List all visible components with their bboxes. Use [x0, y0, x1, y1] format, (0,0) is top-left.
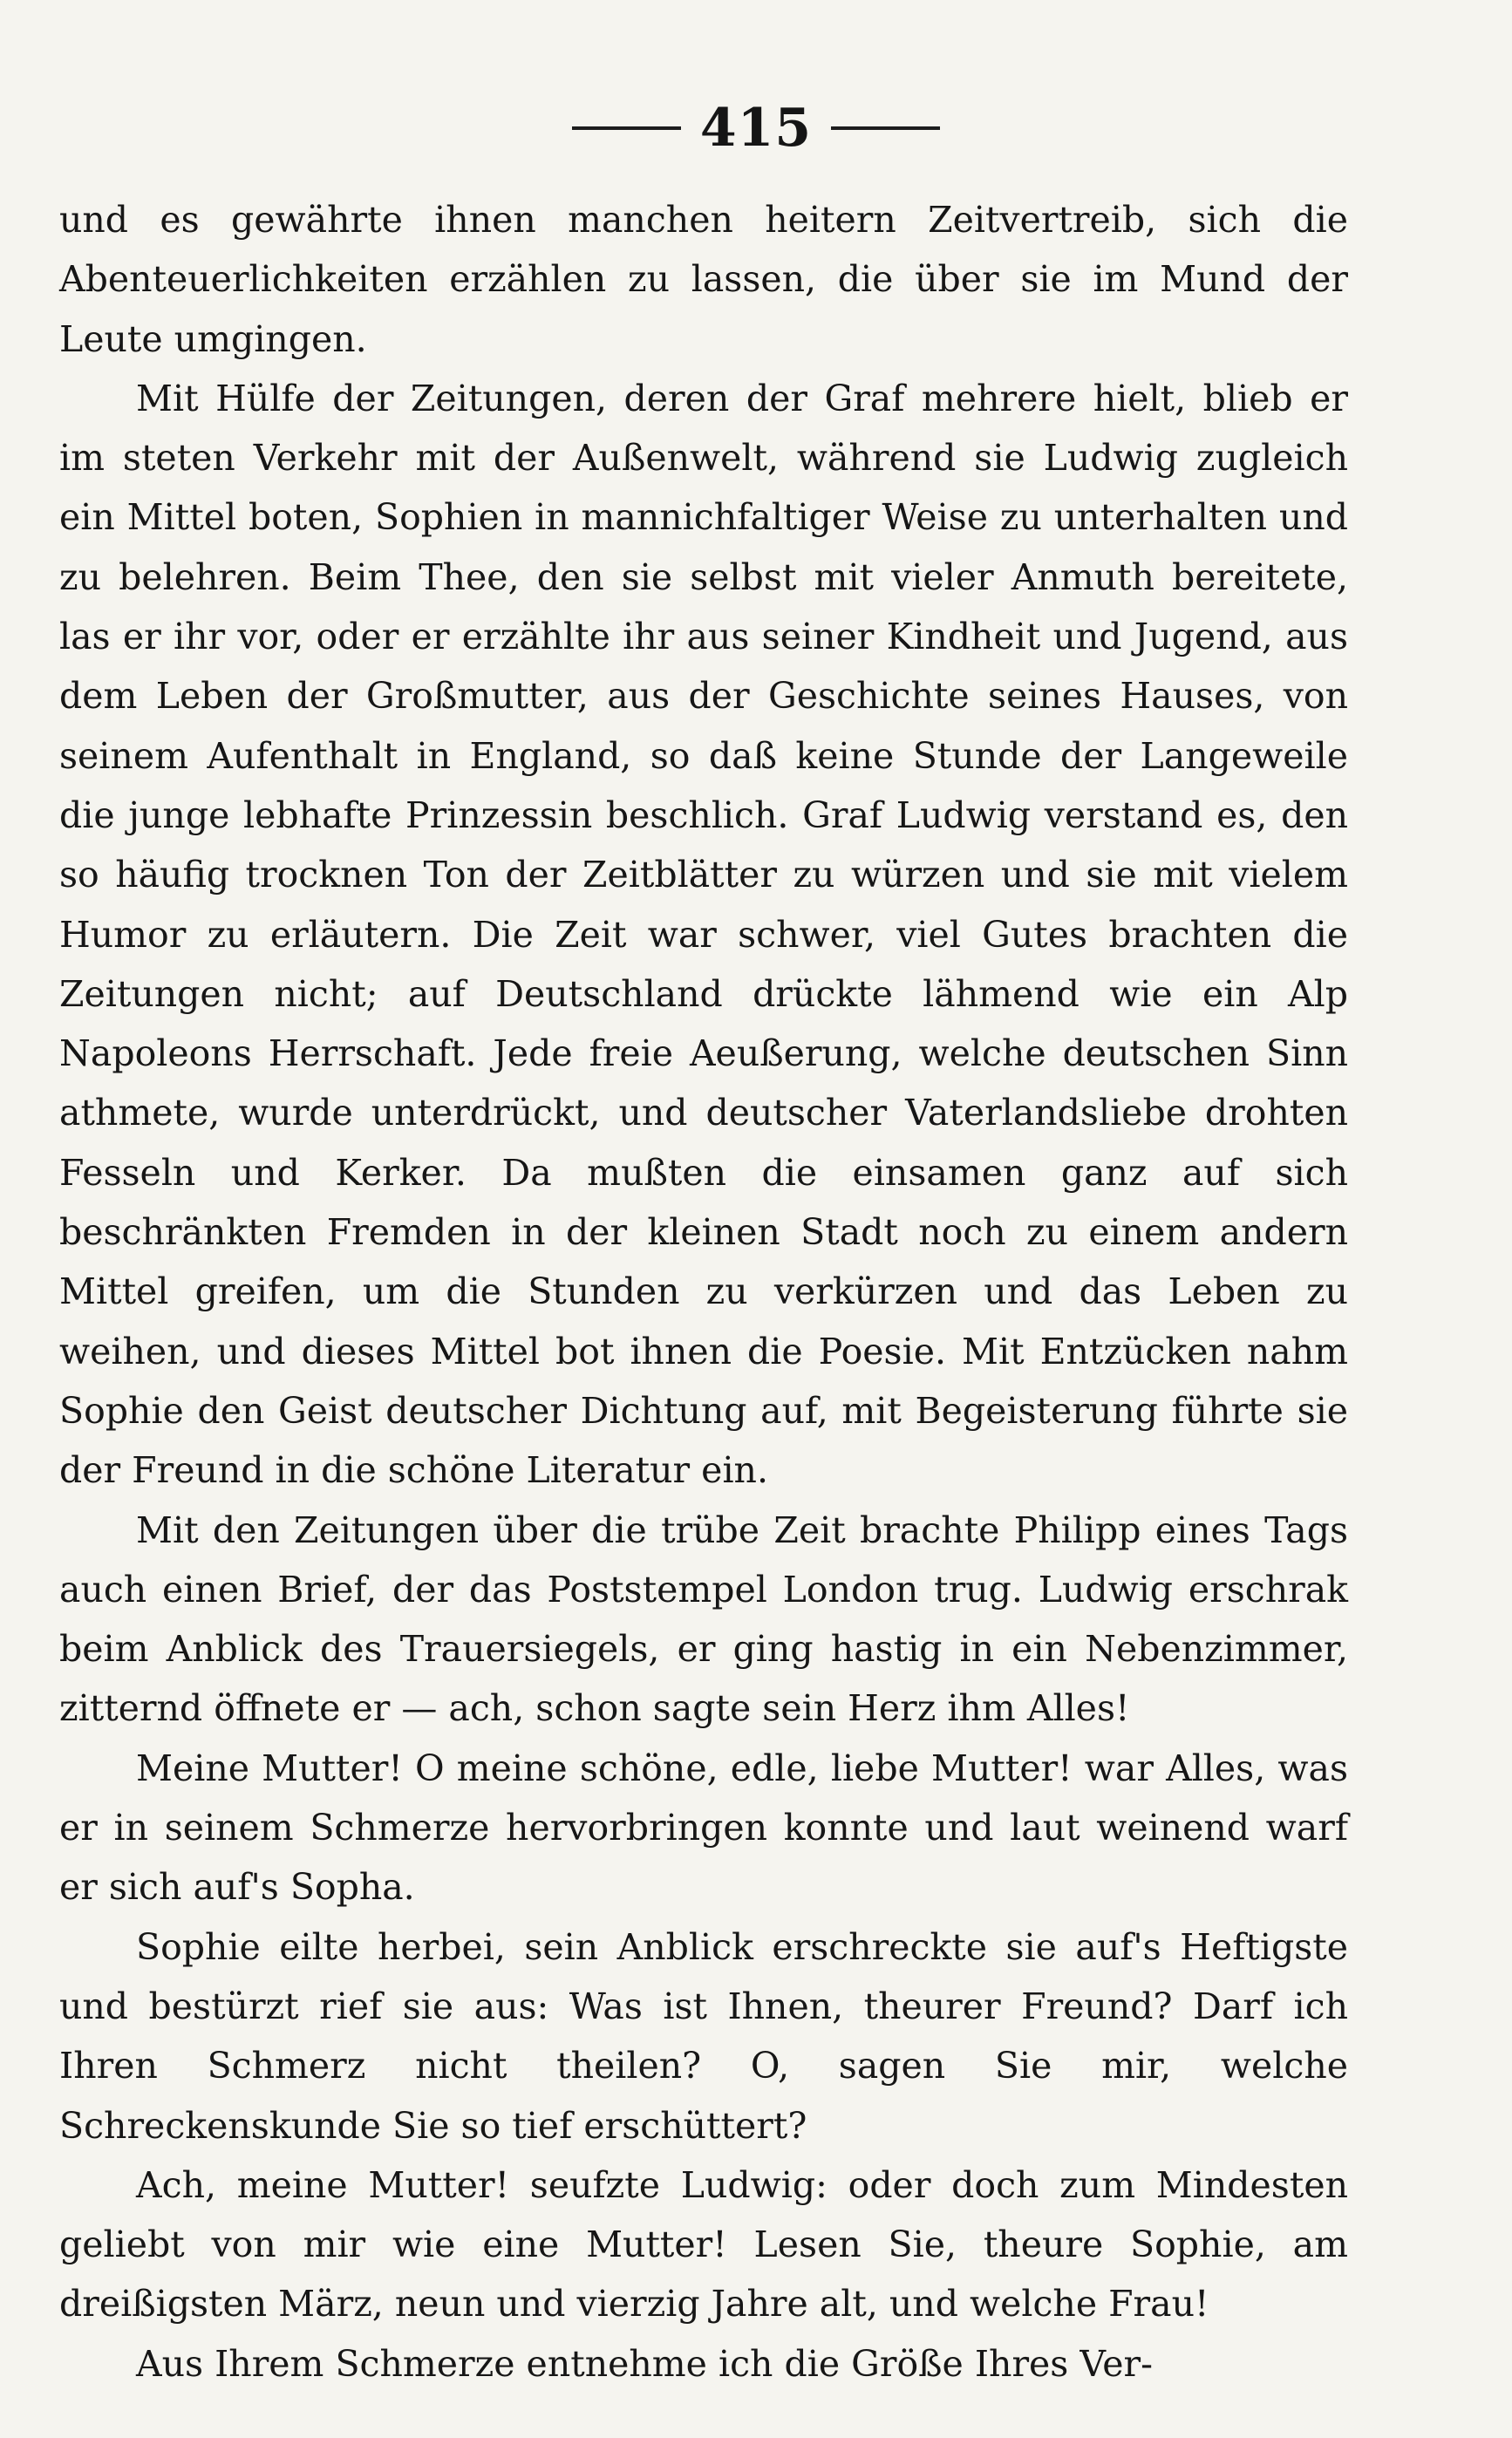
paragraph: Ach, meine Mutter! seufzte Ludwig: oder doch zum Mindesten geliebt von mir wie eine Mutter! Lesen Sie, theure Sophie, am dreißigsten März, neun und vierzig Jahre alt, und welche Frau!: [59, 2163, 1348, 2326]
paragraph: Mit den Zeitungen über die trübe Zeit brachte Philipp eines Tags auch einen Brief, der das Poststempel London trug. Ludwig erschrak beim Anblick des Trauersiegels, er ging hastig in ein Nebenzimmer, zitternd öffnete er — ach, schon sagte sein Herz ihm Alles!: [59, 1508, 1348, 1730]
header-rule-left: [572, 126, 681, 130]
header-rule-right: [831, 126, 940, 130]
page-number: 415: [699, 98, 813, 159]
body-text: [59, 190, 1348, 2394]
paragraph: Sophie eilte herbei, sein Anblick erschreckte sie auf's Heftigste und bestürzt rief sie aus: Was ist Ihnen, theurer Freund? Darf ich Ihren Schmerz nicht theilen? O, sagen Sie mir, welche Schreckenskunde Sie so tief erschüttert?: [59, 1925, 1348, 2147]
paragraph: und es gewährte ihnen manchen heitern Zeitvertreib, sich die Abenteuerlichkeiten erzählen zu lassen, die über sie im Mund der Leute umgingen.: [59, 199, 1348, 360]
page-header: [0, 98, 1512, 159]
paragraph: Meine Mutter! O meine schöne, edle, liebe Mutter! war Alles, was er in seinem Schmerze hervorbringen konnte und laut weinend warf er sich auf's Sopha.: [59, 1747, 1348, 1909]
paragraph: Aus Ihrem Schmerze entnehme ich die Größe Ihres Ver-: [136, 2342, 1153, 2385]
paragraph: Mit Hülfe der Zeitungen, deren der Graf mehrere hielt, blieb er im steten Verkehr mit der Außenwelt, während sie Ludwig zugleich ein Mittel boten, Sophien in mannichfaltiger Weise zu unterhalten und zu belehren. Beim Thee, den sie selbst mit vieler Anmuth bereitete, las er ihr vor, oder er erzählte ihr aus seiner Kindheit und Jugend, aus dem Leben der Großmutter, aus der Geschichte seines Hauses, von seinem Aufenthalt in England, so daß keine Stunde der Langeweile die junge lebhafte Prinzessin beschlich. Graf Ludwig verstand es, den so häufig trocknen Ton der Zeitblätter zu würzen und sie mit vielem Humor zu erläutern. Die Zeit war schwer, viel Gutes brachten die Zeitungen nicht; auf Deutschland drückte lähmend wie ein Alp Napoleons Herrschaft. Jede freie Aeußerung, welche deutschen Sinn athmete, wurde unterdrückt, und deutscher Vaterlandsliebe drohten Fesseln und Kerker. Da mußten die einsamen ganz auf sich beschränkten Fremden in der kleinen Stadt noch zu einem andern Mittel greifen, um die Stunden zu verkürzen und das Leben zu weihen, und dieses Mittel bot ihnen die Poesie. Mit Entzücken nahm Sophie den Geist deutscher Dichtung auf, mit Begeisterung führte sie der Freund in die schöne Literatur ein.: [59, 377, 1348, 1492]
